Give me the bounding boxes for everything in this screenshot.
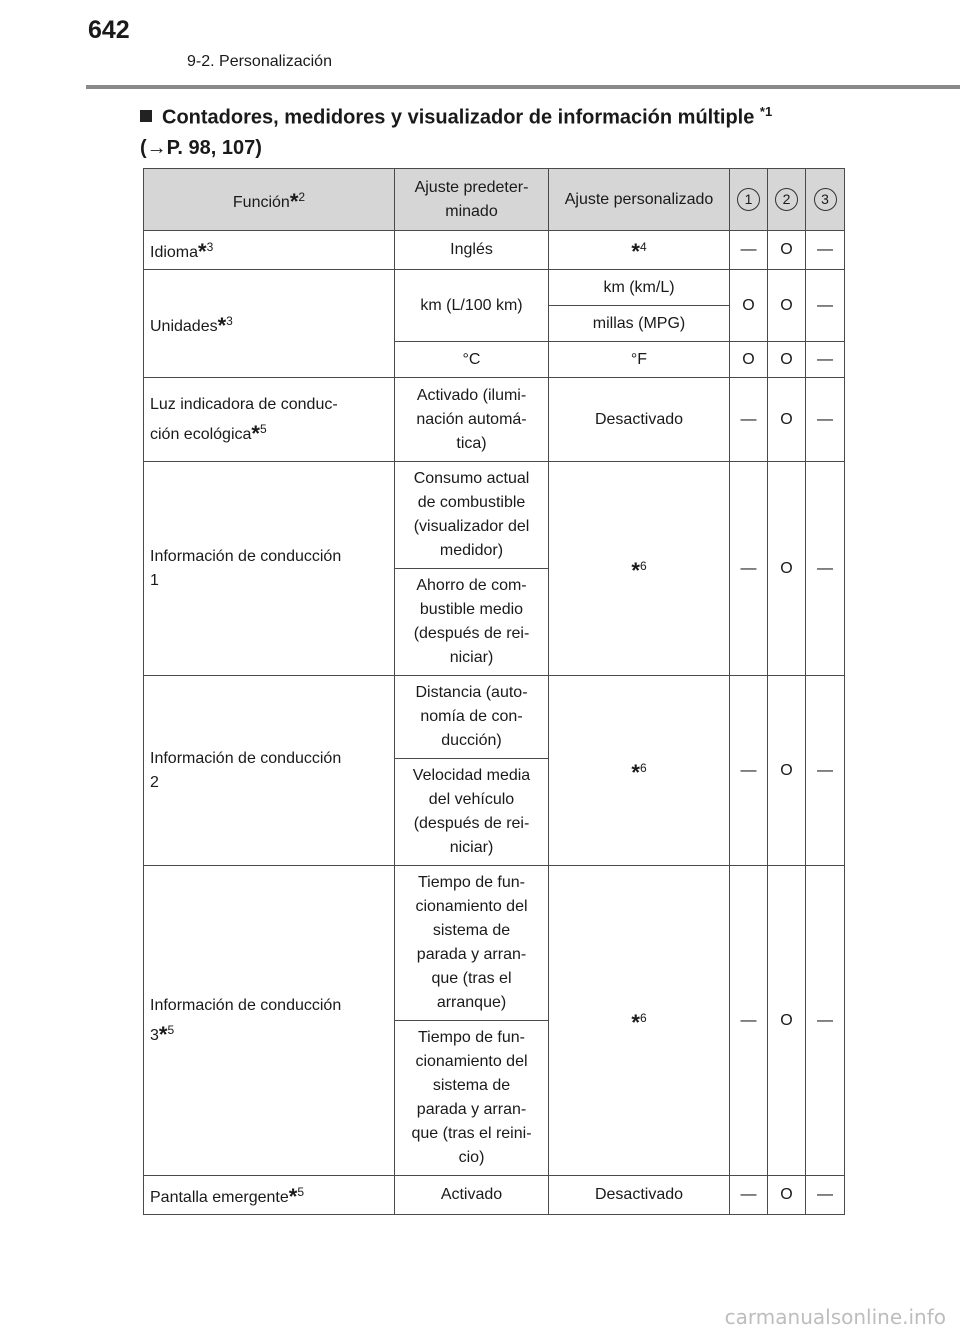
circled-3-icon: 3 bbox=[814, 188, 837, 211]
cell-custom: *$^4$ bbox=[549, 231, 730, 270]
cell-c1: — bbox=[730, 1176, 768, 1215]
cell-c3: — bbox=[806, 1176, 845, 1215]
cell-c1: — bbox=[730, 676, 768, 866]
page-number: 642 bbox=[88, 16, 130, 44]
cell-default: Tiempo de fun- cionamiento del sistema de parada y arran- que (tras el arranque) bbox=[395, 866, 549, 1021]
cell-custom: *$^6$ bbox=[549, 676, 730, 866]
cell-c2: O bbox=[768, 342, 806, 378]
heading-footnote: *1 bbox=[759, 104, 773, 119]
cell-c2: O bbox=[768, 378, 806, 462]
table-row bbox=[144, 378, 845, 462]
cell-c1: O bbox=[730, 270, 768, 342]
cell-function: Información de conducción 1 bbox=[144, 462, 395, 676]
circled-2-icon: 2 bbox=[775, 188, 798, 211]
cell-default: Inglés bbox=[395, 231, 549, 270]
settings-table bbox=[143, 168, 845, 1215]
cell-c1: O bbox=[730, 342, 768, 378]
heading-reference: (→P. 98, 107) bbox=[140, 136, 262, 159]
table-row bbox=[144, 231, 845, 270]
cell-c1: — bbox=[730, 231, 768, 270]
cell-custom: *$^6$ bbox=[549, 866, 730, 1176]
watermark: carmanualsonline.info bbox=[724, 1305, 946, 1329]
section-title: 9-2. Personalización bbox=[187, 53, 332, 70]
cell-c1: — bbox=[730, 866, 768, 1176]
cell-c3: — bbox=[806, 342, 845, 378]
table-row bbox=[144, 462, 845, 569]
cell-default: Velocidad media del vehículo (después de rei- niciar) bbox=[395, 759, 549, 866]
cell-default: Consumo actual de combustible (visualizador del medidor) bbox=[395, 462, 549, 569]
cell-c2: O bbox=[768, 676, 806, 866]
col-1-header bbox=[730, 169, 768, 231]
cell-function: Luz indicadora de conduc- ción ecológica*$^5$ bbox=[144, 378, 395, 462]
col-default-header: Ajuste predeter- minado bbox=[395, 169, 549, 231]
cell-c1: — bbox=[730, 378, 768, 462]
col-function-header: Función*$^2$ bbox=[144, 169, 395, 231]
cell-default: Ahorro de com- bustible medio (después de rei- niciar) bbox=[395, 569, 549, 676]
col-2-header bbox=[768, 169, 806, 231]
section-heading bbox=[140, 97, 772, 163]
cell-c3: — bbox=[806, 462, 845, 676]
heading-title: Contadores, medidores y visualizador de información múltiple bbox=[162, 106, 755, 129]
cell-c3: — bbox=[806, 378, 845, 462]
cell-c2: O bbox=[768, 231, 806, 270]
cell-c3: — bbox=[806, 270, 845, 342]
cell-function: Idioma*$^3$ bbox=[144, 231, 395, 270]
cell-c2: O bbox=[768, 270, 806, 342]
cell-default: Distancia (auto- nomía de con- ducción) bbox=[395, 676, 549, 759]
cell-default: Activado (ilumi- nación automá- tica) bbox=[395, 378, 549, 462]
square-bullet-icon bbox=[140, 110, 152, 122]
col-3-header bbox=[806, 169, 845, 231]
cell-custom: *$^6$ bbox=[549, 462, 730, 676]
cell-default: km (L/100 km) bbox=[395, 270, 549, 342]
table-header-row bbox=[144, 169, 845, 231]
table-row bbox=[144, 1176, 845, 1215]
cell-c1: — bbox=[730, 462, 768, 676]
table-row bbox=[144, 270, 845, 306]
cell-default: Activado bbox=[395, 1176, 549, 1215]
cell-default: °C bbox=[395, 342, 549, 378]
header-rule bbox=[86, 85, 960, 89]
cell-function: Unidades*$^3$ bbox=[144, 270, 395, 378]
cell-c3: — bbox=[806, 676, 845, 866]
cell-c3: — bbox=[806, 231, 845, 270]
cell-custom: km (km/L) bbox=[549, 270, 730, 306]
cell-c2: O bbox=[768, 1176, 806, 1215]
cell-custom: millas (MPG) bbox=[549, 306, 730, 342]
cell-custom: Desactivado bbox=[549, 1176, 730, 1215]
cell-custom: °F bbox=[549, 342, 730, 378]
table-row bbox=[144, 676, 845, 759]
col-custom-header: Ajuste personalizado bbox=[549, 169, 730, 231]
cell-c2: O bbox=[768, 462, 806, 676]
cell-default: Tiempo de fun- cionamiento del sistema de parada y arran- que (tras el reini- cio) bbox=[395, 1021, 549, 1176]
cell-c2: O bbox=[768, 866, 806, 1176]
table-row bbox=[144, 866, 845, 1021]
cell-function: Pantalla emergente*$^5$ bbox=[144, 1176, 395, 1215]
cell-function: Información de conducción 2 bbox=[144, 676, 395, 866]
cell-c3: — bbox=[806, 866, 845, 1176]
cell-function: Información de conducción 3*$^5$ bbox=[144, 866, 395, 1176]
cell-custom: Desactivado bbox=[549, 378, 730, 462]
circled-1-icon: 1 bbox=[737, 188, 760, 211]
